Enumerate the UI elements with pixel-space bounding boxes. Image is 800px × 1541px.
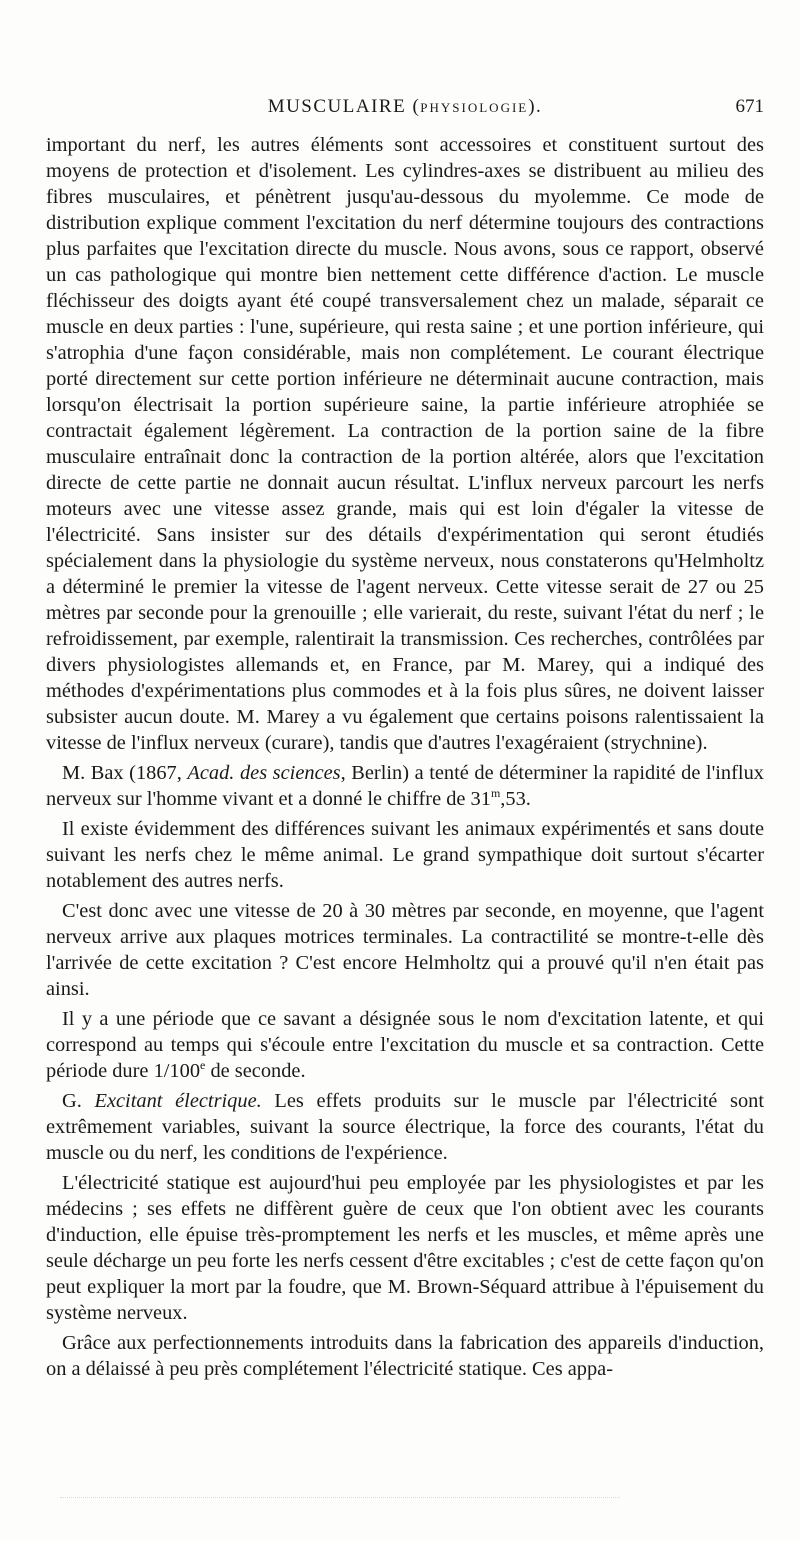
paragraph-6-part-2: Les effets produits sur le muscle par l'électricité sont extrêmement variables, suivant la source électrique, la force des courants, l'état du muscle ou du nerf, les conditions de l'expérience. — [46, 1090, 765, 1164]
paragraph-2 — [46, 760, 764, 812]
paragraph-2-sup: m — [490, 786, 501, 801]
paragraph-6-italic: Excitant électrique. — [94, 1090, 262, 1112]
paragraph-7: L'électricité statique est aujourd'hui peu employée par les physiologistes et par les médecins ; ses effets ne diffèrent guère de ceux que l'on obtient avec les courants d'induction, elle épuise très-promptement les nerfs et les muscles, et même après une seule décharge un peu forte les nerfs cessent d'être excitables ; c'est de cette façon qu'on peut expliquer la mort par la foudre, que M. Brown-Séquard attribue à l'épuisement du système nerveux. — [46, 1172, 764, 1324]
document-page — [46, 96, 764, 1382]
paragraph-6 — [46, 1088, 764, 1166]
title-end: ). — [528, 96, 543, 117]
paragraph-1: important du nerf, les autres éléments sont accessoires et constituent surtout des moyens de protection et d'isolement. Les cylindres-axes se distribuent au milieu des fibres musculaires, et pénètrent jusqu'au-dessous du myolemme. Ce mode de distribution explique comment l'excitation du nerf détermine toujours des contractions plus parfaites que l'excitation directe du muscle. Nous avons, sous ce rapport, observé un cas pathologique qui montre bien nettement cette différence d'action. Le muscle fléchisseur des doigts ayant été coupé transversalement chez un malade, séparait ce muscle en deux parties : l'une, supérieure, qui resta saine ; et une portion inférieure, qui s'atrophia d'une façon considérable, mais non complétement. Le courant électrique porté directement sur cette portion inférieure ne déterminait aucune contraction, mais lorsqu'on électrisait la portion supérieure saine, la partie inférieure atrophiée se contractait également légèrement. La contraction de la portion saine de la fibre musculaire entraînait donc la contraction de la portion altérée, alors que l'excitation directe de cette partie ne donnait aucun résultat. L'influx nerveux parcourt les nerfs moteurs avec une vitesse assez grande, mais qui est loin d'égaler la vitesse de l'électricité. Sans insister sur des détails d'expérimentation qui seront étudiés spécialement dans la physiologie du système nerveux, nous constaterons qu'Helmholtz a déterminé le premier la vitesse de l'agent nerveux. Cette vitesse serait de 27 ou 25 mètres par seconde pour la grenouille ; elle varierait, du reste, suivant l'état du nerf ; le refroidissement, par exemple, ralentirait la transmission. Ces recherches, contrôlées par divers physiologistes allemands et, en France, par M. Marey, qui a indiqué des méthodes d'expérimentations plus commodes et à la fois plus sûres, ne doivent laisser subsister aucun doute. M. Marey a vu également que certains poisons ralentissaient la vitesse de l'influx nerveux (curare), tandis que d'autres l'exagéraient (strychnine). — [46, 134, 764, 754]
body-text — [46, 132, 764, 1382]
title-main: MUSCULAIRE ( — [267, 96, 421, 117]
paragraph-5-part-2: de seconde. — [205, 1060, 306, 1082]
running-header — [46, 96, 764, 130]
running-title — [46, 96, 764, 118]
paragraph-4: C'est donc avec une vitesse de 20 à 30 mètres par seconde, en moyenne, que l'agent nerveux arrive aux plaques motrices terminales. La contractilité se montre-t-elle dès l'arrivée de cette excitation ? C'est encore Helmholtz qui a prouvé qu'il n'en était pas ainsi. — [46, 900, 764, 1000]
title-small-caps: PHYSIOLOGIE — [420, 100, 529, 115]
paragraph-3: Il existe évidemment des différences suivant les animaux expérimentés et sans doute suivant les nerfs chez le même animal. Le grand sympathique doit surtout s'écarter notablement des autres nerfs. — [46, 818, 764, 892]
footer-scan-marks — [60, 1497, 620, 1504]
page-number: 671 — [735, 96, 764, 117]
paragraph-5 — [46, 1006, 764, 1084]
paragraph-5-sup: e — [200, 1058, 206, 1073]
paragraph-6-lead: G. — [62, 1090, 95, 1112]
paragraph-2-part-3: ,53. — [500, 788, 531, 810]
paragraph-2-part-1: M. Bax (1867, — [62, 762, 188, 784]
paragraph-5-part-1: Il y a une période que ce savant a désignée sous le nom d'excitation latente, et qui correspond au temps qui s'écoule entre l'excitation du muscle et sa contraction. Cette période dure 1/100 — [46, 1008, 764, 1082]
paragraph-2-part-2: , Berlin) a tenté de déterminer la rapidité de l'influx nerveux sur l'homme vivant et a donné le chiffre de 31 — [46, 762, 764, 810]
paragraph-2-italic: Acad. des sciences — [187, 762, 341, 784]
paragraph-8: Grâce aux perfectionnements introduits dans la fabrication des appareils d'induction, on a délaissé à peu près complétement l'électricité statique. Ces appa- — [46, 1332, 764, 1380]
